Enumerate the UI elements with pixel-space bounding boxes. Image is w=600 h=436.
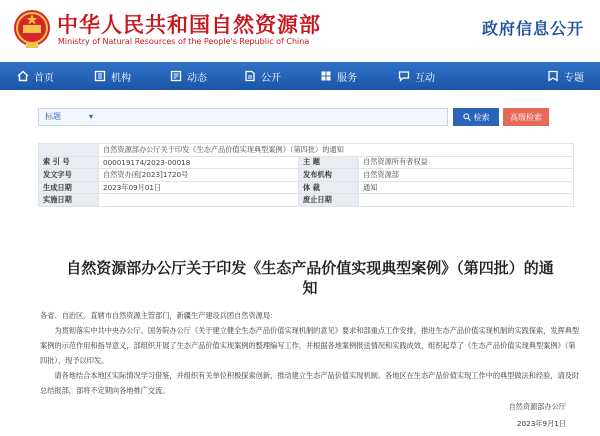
search-button-label: 检索 — [473, 112, 490, 122]
search-icon — [463, 113, 471, 121]
article-title: 自然资源部办公厅关于印发《生态产品价值实现典型案例》（第四批）的通知 — [66, 259, 554, 297]
nav-item-label: 公开 — [261, 72, 281, 84]
nav-item-label: 机构 — [111, 72, 131, 84]
nav-item-topics[interactable] — [547, 62, 584, 90]
search-button[interactable] — [453, 108, 499, 126]
meta-label: 体 裁 — [299, 181, 359, 194]
table-row — [39, 169, 574, 182]
table-row — [39, 156, 574, 169]
nav-item-label: 首页 — [34, 72, 54, 84]
table-row — [39, 194, 574, 207]
nav-item-service[interactable] — [320, 62, 357, 90]
advanced-search-button[interactable] — [503, 108, 549, 126]
meta-label: 发文字号 — [39, 169, 99, 182]
home-icon — [17, 70, 29, 82]
nav-item-label: 动态 — [187, 72, 207, 84]
meta-value: 000019174/2023-00018 — [99, 156, 299, 169]
site-header — [0, 0, 600, 58]
table-row — [39, 181, 574, 194]
meta-value — [359, 194, 574, 207]
nav-item-home[interactable] — [17, 62, 54, 90]
meta-label: 生成日期 — [39, 181, 99, 194]
signature-org: 自然资源部办公厅 — [508, 402, 566, 411]
open-icon — [244, 70, 256, 82]
national-emblem-icon[interactable] — [12, 8, 52, 50]
site-name[interactable]: 中华人民共和国自然资源部 — [57, 13, 321, 37]
advanced-search-label: 高级检索 — [510, 112, 542, 122]
nav-item-label: 服务 — [337, 72, 357, 84]
meta-value: 自然资源部 — [359, 169, 574, 182]
search-bar — [0, 100, 600, 136]
service-icon — [320, 70, 332, 82]
article-body — [40, 308, 580, 398]
meta-label: 发布机构 — [299, 169, 359, 182]
article-salutation: 各省、自治区、直辖市自然资源主管部门，新疆生产建设兵团自然资源局： — [40, 311, 278, 320]
meta-value: 2023年09月01日 — [99, 181, 299, 194]
nav-item-label: 专题 — [564, 72, 584, 84]
topic-icon — [547, 70, 559, 82]
meta-value: 自然资源所有者权益 — [359, 156, 574, 169]
article-paragraph: 请各地结合本地区实际情况学习借鉴，并组织有关单位积极探索创新，推动建立生态产品价值实现机制。各地区在生态产品价值实现工作中的典型做法和经验，请及时总结报部，部将不定期向各地推广交流。 — [40, 371, 580, 395]
meta-label: 实施日期 — [39, 194, 99, 207]
nav-item-interaction[interactable] — [398, 62, 435, 90]
main-nav — [0, 62, 600, 90]
meta-label — [39, 144, 99, 157]
news-icon — [170, 70, 182, 82]
meta-label: 主 题 — [299, 156, 359, 169]
signature-date: 2023年9月1日 — [516, 419, 566, 428]
nav-item-label: 互动 — [415, 72, 435, 84]
meta-value: 通知 — [359, 181, 574, 194]
search-field-select[interactable]: 标题 — [45, 112, 61, 121]
nav-item-institutions[interactable] — [94, 62, 131, 90]
portal-title[interactable]: 政府信息公开 — [481, 19, 584, 38]
site-name-english: Ministry of Natural Resources of the People's Republic of China — [58, 37, 310, 46]
chevron-down-icon[interactable]: ▾ — [89, 112, 94, 121]
meta-value — [99, 194, 299, 207]
chat-icon — [398, 70, 410, 82]
article-paragraph: 为贯彻落实中共中央办公厅、国务院办公厅《关于建立健全生态产品价值实现机制的意见》要求和部重点工作安排，推进生态产品价值实现机制的实践探索，发挥典型案例的示范作用和指导意义，部组织开展了生态产品价值实现案例的整理编写工作，并根据各地案例报送情况和实践成效，组织起草了《生态产品价值实现典型案例》（第四批），现予以印发。 — [40, 326, 580, 365]
building-icon — [94, 70, 106, 82]
nav-item-open[interactable] — [244, 62, 281, 90]
search-input[interactable] — [38, 108, 448, 126]
table-row — [39, 144, 574, 157]
document-meta-table — [38, 143, 574, 207]
meta-label: 废止日期 — [299, 194, 359, 207]
document-full-title: 自然资源部办公厅关于印发《生态产品价值实现典型案例》（第四批）的通知 — [99, 144, 574, 157]
meta-value: 自然资办函[2023]1720号 — [99, 169, 299, 182]
nav-item-news[interactable] — [170, 62, 207, 90]
meta-label: 索 引 号 — [39, 156, 99, 169]
